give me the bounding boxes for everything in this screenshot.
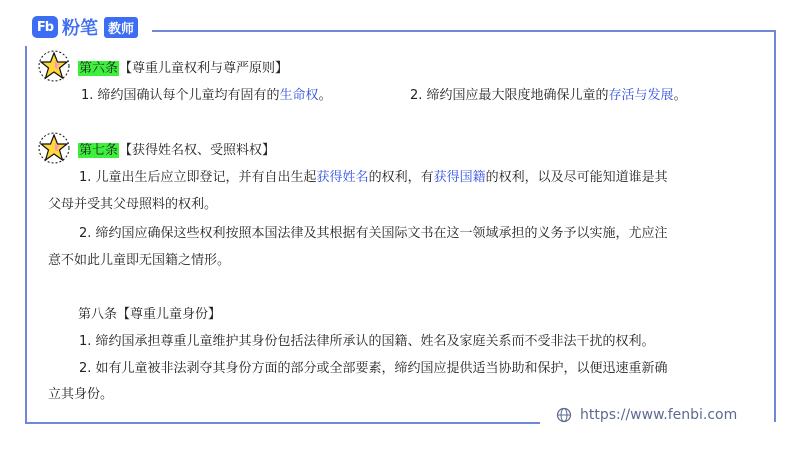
article-6-item-2 <box>410 86 687 106</box>
article-8-label: 第八条 <box>78 307 118 322</box>
frame-top-border <box>152 30 775 32</box>
article-7-heading <box>78 141 275 161</box>
article-8-para-2-line-2: 立其身份。 <box>48 387 114 402</box>
text: 的权利，有 <box>368 170 434 185</box>
brand-logo <box>32 14 138 40</box>
article-8-heading <box>78 305 221 325</box>
article-7-para-1-line-1 <box>79 168 668 188</box>
article-7-para-2-line-1: 2. 缔约国应确保这些权利按照本国法律及其根据有关国际文书在这一领域承担的义务予以实施，尤应注 <box>79 226 668 241</box>
article-8-para-2-line-1: 2. 如有儿童被非法剥夺其身份方面的部分或全部要素，缔约国应提供适当协助和保护，以便迅速重新确 <box>79 361 668 376</box>
article-6-label: 第六条 <box>79 61 119 76</box>
article-7-label: 第七条 <box>79 143 119 158</box>
keyword-nationality: 获得国籍 <box>433 170 486 185</box>
text: 的权利，以及尽可能知道谁是其 <box>485 170 668 185</box>
text: 1. 缔约国确认每个儿童均有固有的 <box>81 88 280 103</box>
text: 。 <box>318 88 332 103</box>
article-6-title: 【尊重儿童权利与尊严原则】 <box>119 61 289 76</box>
article-6-item-1 <box>81 86 332 106</box>
globe-icon <box>556 407 572 423</box>
keyword-name: 获得姓名 <box>316 170 369 185</box>
star-icon <box>37 131 71 165</box>
article-7-para-2-line-2: 意不如此儿童即无国籍之情形。 <box>48 253 231 268</box>
star-icon <box>37 49 71 83</box>
footer-link[interactable] <box>556 407 737 423</box>
frame-bottom-border <box>25 422 540 424</box>
text: 。 <box>673 88 687 103</box>
article-6-heading <box>78 59 288 79</box>
frame-left-border <box>25 46 27 423</box>
footer-url[interactable]: https://www.fenbi.com <box>580 407 738 423</box>
keyword-survival-development: 存活与发展 <box>608 88 674 103</box>
article-7-title: 【获得姓名权、受照料权】 <box>119 143 276 158</box>
frame-right-border <box>774 30 776 422</box>
article-7-para-1-line-2: 父母并受其父母照料的权利。 <box>48 197 218 212</box>
keyword-life-right: 生命权 <box>279 88 319 103</box>
text: 1. 儿童出生后应立即登记，并有自出生起 <box>79 170 317 185</box>
logo-badge: 教师 <box>104 17 138 38</box>
logo-text: 粉笔 <box>62 18 98 39</box>
text: 2. 缔约国应最大限度地确保儿童的 <box>410 88 609 103</box>
article-8-title: 【尊重儿童身份】 <box>117 307 222 322</box>
article-8-para-1: 1. 缔约国承担尊重儿童维护其身份包括法律所承认的国籍、姓名及家庭关系而不受非法干扰的权利。 <box>79 334 655 349</box>
logo-mark: Fb <box>32 16 58 38</box>
